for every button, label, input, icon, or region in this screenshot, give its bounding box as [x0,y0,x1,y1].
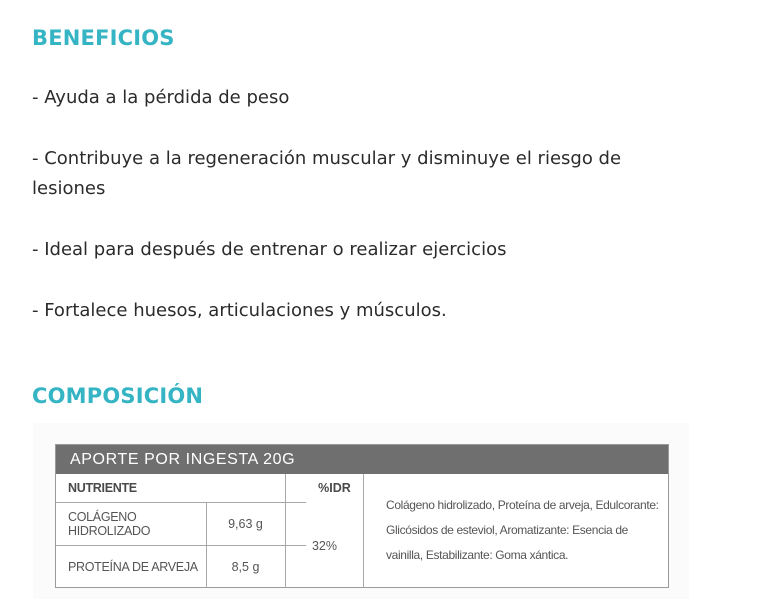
column-header-idr: %IDR [318,481,351,495]
idr-value: 32% [311,538,338,553]
nutrient-name: PROTEÍNA DE ARVEJA [68,560,198,574]
nutrition-table [55,444,669,588]
column-header-nutrient: NUTRIENTE [68,481,137,495]
nutrient-amount: 8,5 g [231,560,260,574]
benefits-heading: BENEFICIOS [32,26,175,50]
ingredients-text: Colágeno hidrolizado, Proteína de arveja, Edulcorante: Glicósidos de esteviol, Aromatizante: Esencia de vainilla, Estabilizante: Goma xántica. [386,498,659,562]
benefit-item: - Fortalece huesos, articulaciones y músculos. [32,300,447,321]
table-header: APORTE POR INGESTA 20G [56,445,668,474]
nutrient-amount: 9,63 g [228,517,263,531]
composition-heading: COMPOSICIÓN [32,384,204,408]
benefit-item: - Ideal para después de entrenar o realizar ejercicios [32,239,507,260]
nutrient-name: COLÁGENO HIDROLIZADO [68,510,151,538]
benefit-item: - Contribuye a la regeneración muscular y disminuye el riesgo de lesiones [32,148,622,199]
column-divider [363,474,364,588]
benefit-item: - Ayuda a la pérdida de peso [32,87,290,108]
